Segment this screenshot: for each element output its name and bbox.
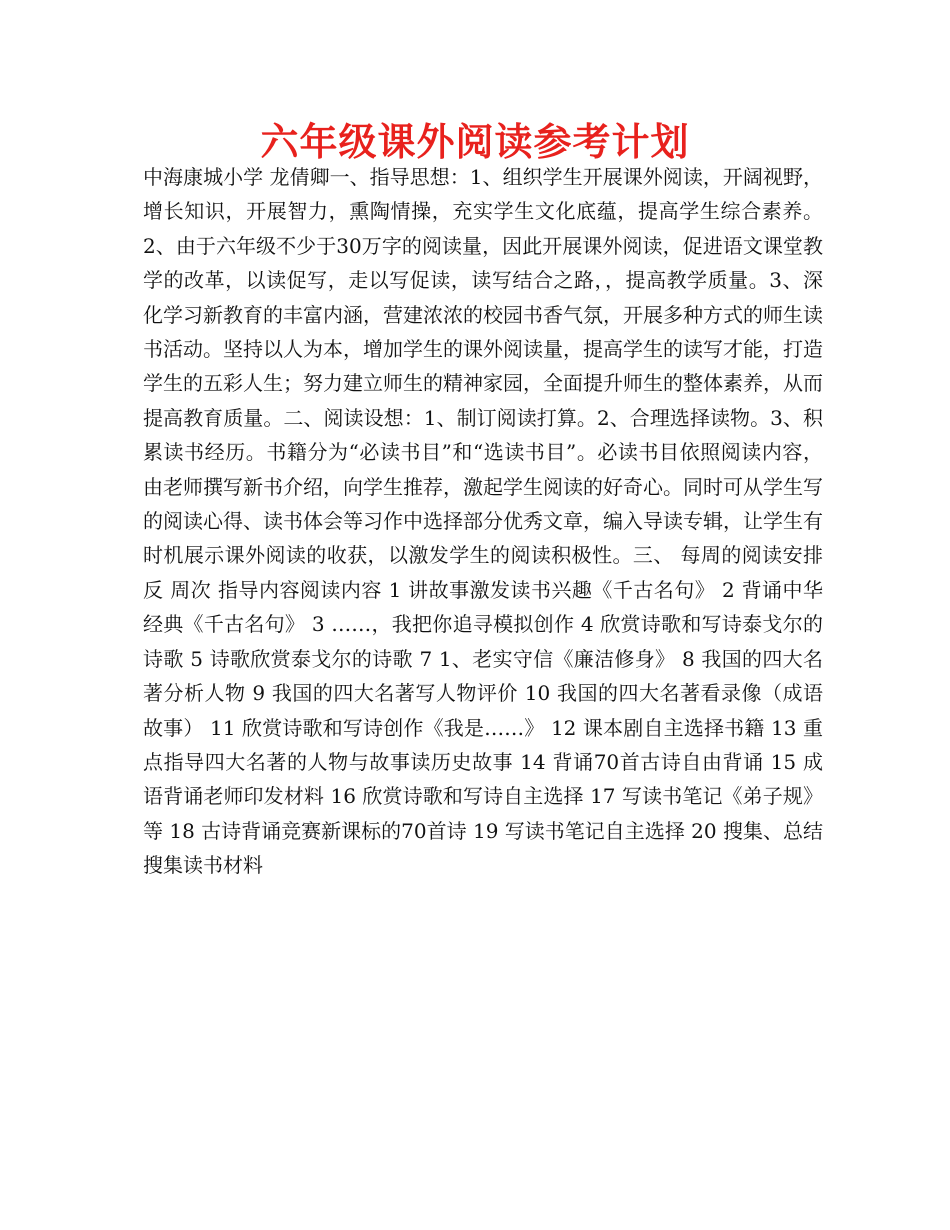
document-title: 六年级课外阅读参考计划 bbox=[260, 120, 690, 164]
document-body-text: 中海康城小学 龙倩卿一、指导思想：1、组织学生开展课外阅读，开阔视野，增长知识，开展智力，熏陶情操，充实学生文化底蕴，提高学生综合素养。2、由于六年级不少于30万字的阅读量，因此开展课外阅读，促进语文课堂教学的改革，以读促写，走以写促读，读写结合之路，，提高教学质量。3、深化学习新教育的丰富内涵，营建浓浓的校园书香气氛，开展多种方式的师生读书活动。坚持以人为本，增加学生的课外阅读量，提高学生的读写才能，打造学生的五彩人生；努力建立师生的精神家园，全面提升师生的整体素养，从而提高教育质量。二、阅读设想：1、制订阅读打算。2、合理选择读物。3、积累读书经历。书籍分为“必读书目”和“选读书目”。必读书目依照阅读内容，由老师撰写新书介绍，向学生推荐，激起学生阅读的好奇心。同时可从学生写的阅读心得、读书体会等习作中选择部分优秀文章，编入导读专辑，让学生有时机展示课外阅读的收获，以激发学生的阅读积极性。三、 每周的阅读安排反 周次 指导内容阅读内容 1 讲故事激发读书兴趣《千古名句》 2 背诵中华经典《千古名句》 3 ……，我把你追寻模拟创作 4 欣赏诗歌和写诗泰戈尔的诗歌 5 诗歌欣赏泰戈尔的诗歌 7 1、老实守信《廉洁修身》 8 我国的四大名著分析人物 9 我国的四大名著写人物评价 10 我国的四大名著看录像（成语故事） 11 欣赏诗歌和写诗创作《我是……》 12 课本剧自主选择书籍 13 重点指导四大名著的人物与故事读历史故事 14 背诵70首古诗自由背诵 15 成语背诵老师印发材料 16 欣赏诗歌和写诗自主选择 17 写读书笔记《弟子规》等 18 古诗背诵竞赛新课标的70首诗 19 写读书笔记自主选择 20 搜集、总结搜集读书材料 bbox=[143, 165, 823, 878]
